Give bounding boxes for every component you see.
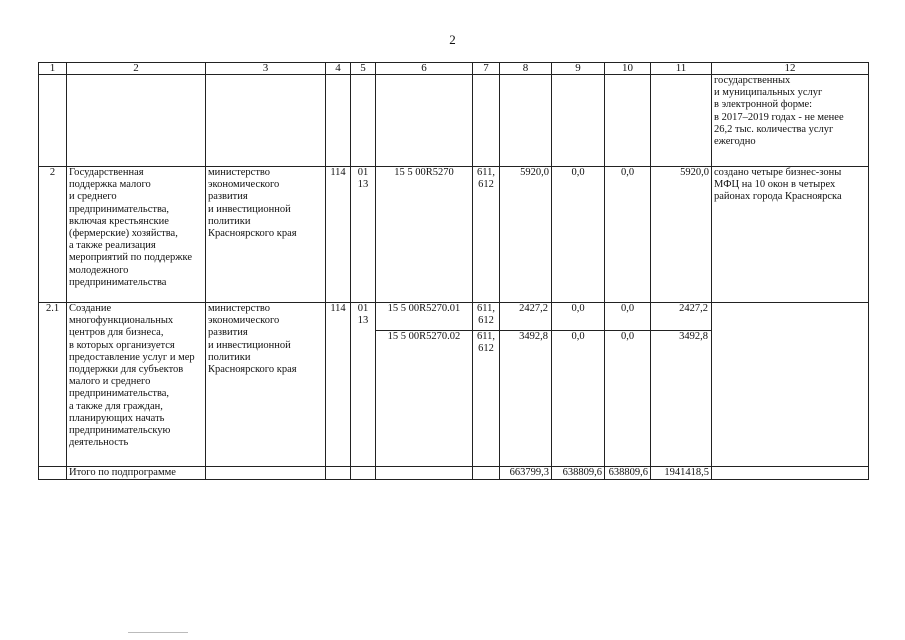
- program-table: [38, 62, 869, 480]
- value-2018: 0,0: [552, 167, 605, 303]
- header-row: [39, 63, 869, 75]
- rzpr-code: 01 13: [351, 303, 376, 467]
- value-total: 5920,0: [651, 167, 712, 303]
- row-number: 2: [39, 167, 67, 303]
- vr-code: 611, 612: [477, 303, 495, 327]
- value-2019: 0,0: [620, 303, 635, 314]
- value-total: 3492,8: [679, 331, 708, 342]
- value-2018: 0,0: [571, 303, 585, 314]
- totals-label: Итого по подпрограмме: [67, 467, 206, 480]
- value-2018: 0,0: [571, 331, 585, 342]
- csr-code: 15 5 00R5270.02: [387, 331, 461, 342]
- col-header: 6: [376, 63, 473, 75]
- rzpr-code: 01 13: [351, 167, 376, 303]
- grbs-code: 114: [326, 303, 351, 467]
- value-total: 2427,2: [679, 303, 708, 314]
- result-cell: создано четыре бизнес-зоны МФЦ на 10 окон в четырех районах города Красноярска: [712, 167, 869, 303]
- csr-codes: [376, 303, 473, 467]
- values-2018: [552, 303, 605, 467]
- result-cell: государственных и муниципальных услуг в электронной форме: в 2017–2019 годах - не менее 26,2 тыс. количества услуг ежегодно: [712, 75, 869, 167]
- value-2017: 5920,0: [500, 167, 552, 303]
- col-header: 10: [605, 63, 651, 75]
- grbs-code: 114: [326, 167, 351, 303]
- table-row: [39, 303, 869, 467]
- row-number: 2.1: [39, 303, 67, 467]
- total-2019: 638809,6: [605, 467, 651, 480]
- totals-row: [39, 467, 869, 480]
- col-header: 12: [712, 63, 869, 75]
- value-2017: 3492,8: [519, 331, 548, 342]
- value-2019: 0,0: [605, 167, 651, 303]
- vr-code: 611, 612: [477, 331, 495, 355]
- executor: министерство экономического развития и инвестиционной политики Красноярского края: [206, 167, 326, 303]
- col-header: 5: [351, 63, 376, 75]
- value-2017: 2427,2: [519, 303, 548, 314]
- col-header: 7: [473, 63, 500, 75]
- col-header: 9: [552, 63, 605, 75]
- csr-code: 15 5 00R5270: [376, 167, 473, 303]
- activity-name: Государственная поддержка малого и среднего предпринимательства, включая крестьянские (фермерские) хозяйства, а также реализация мероприятий по поддержке молодежного предпринимательства: [67, 167, 206, 303]
- total-sum: 1941418,5: [651, 467, 712, 480]
- col-header: 2: [67, 63, 206, 75]
- col-header: 8: [500, 63, 552, 75]
- table-row: [39, 167, 869, 303]
- continuation-row: [39, 75, 869, 167]
- col-header: 4: [326, 63, 351, 75]
- csr-code: 15 5 00R5270.01: [387, 303, 461, 314]
- values-2019: [605, 303, 651, 467]
- value-2019: 0,0: [620, 331, 635, 342]
- values-2017: [500, 303, 552, 467]
- vr-code: 611, 612: [473, 167, 500, 303]
- page-number: 2: [449, 32, 456, 47]
- vr-codes: [473, 303, 500, 467]
- total-2017: 663799,3: [500, 467, 552, 480]
- values-total: [651, 303, 712, 467]
- col-header: 11: [651, 63, 712, 75]
- footer-line: [128, 632, 188, 633]
- col-header: 3: [206, 63, 326, 75]
- executor: министерство экономического развития и инвестиционной политики Красноярского края: [206, 303, 326, 467]
- activity-name: Создание многофункциональных центров для бизнеса, в которых организуется предоставление услуг и мер поддержки для субъектов малого и среднего предпринимательства, а также для граждан, планирующих начать предпринимательскую деятельность: [67, 303, 206, 467]
- col-header: 1: [39, 63, 67, 75]
- total-2018: 638809,6: [552, 467, 605, 480]
